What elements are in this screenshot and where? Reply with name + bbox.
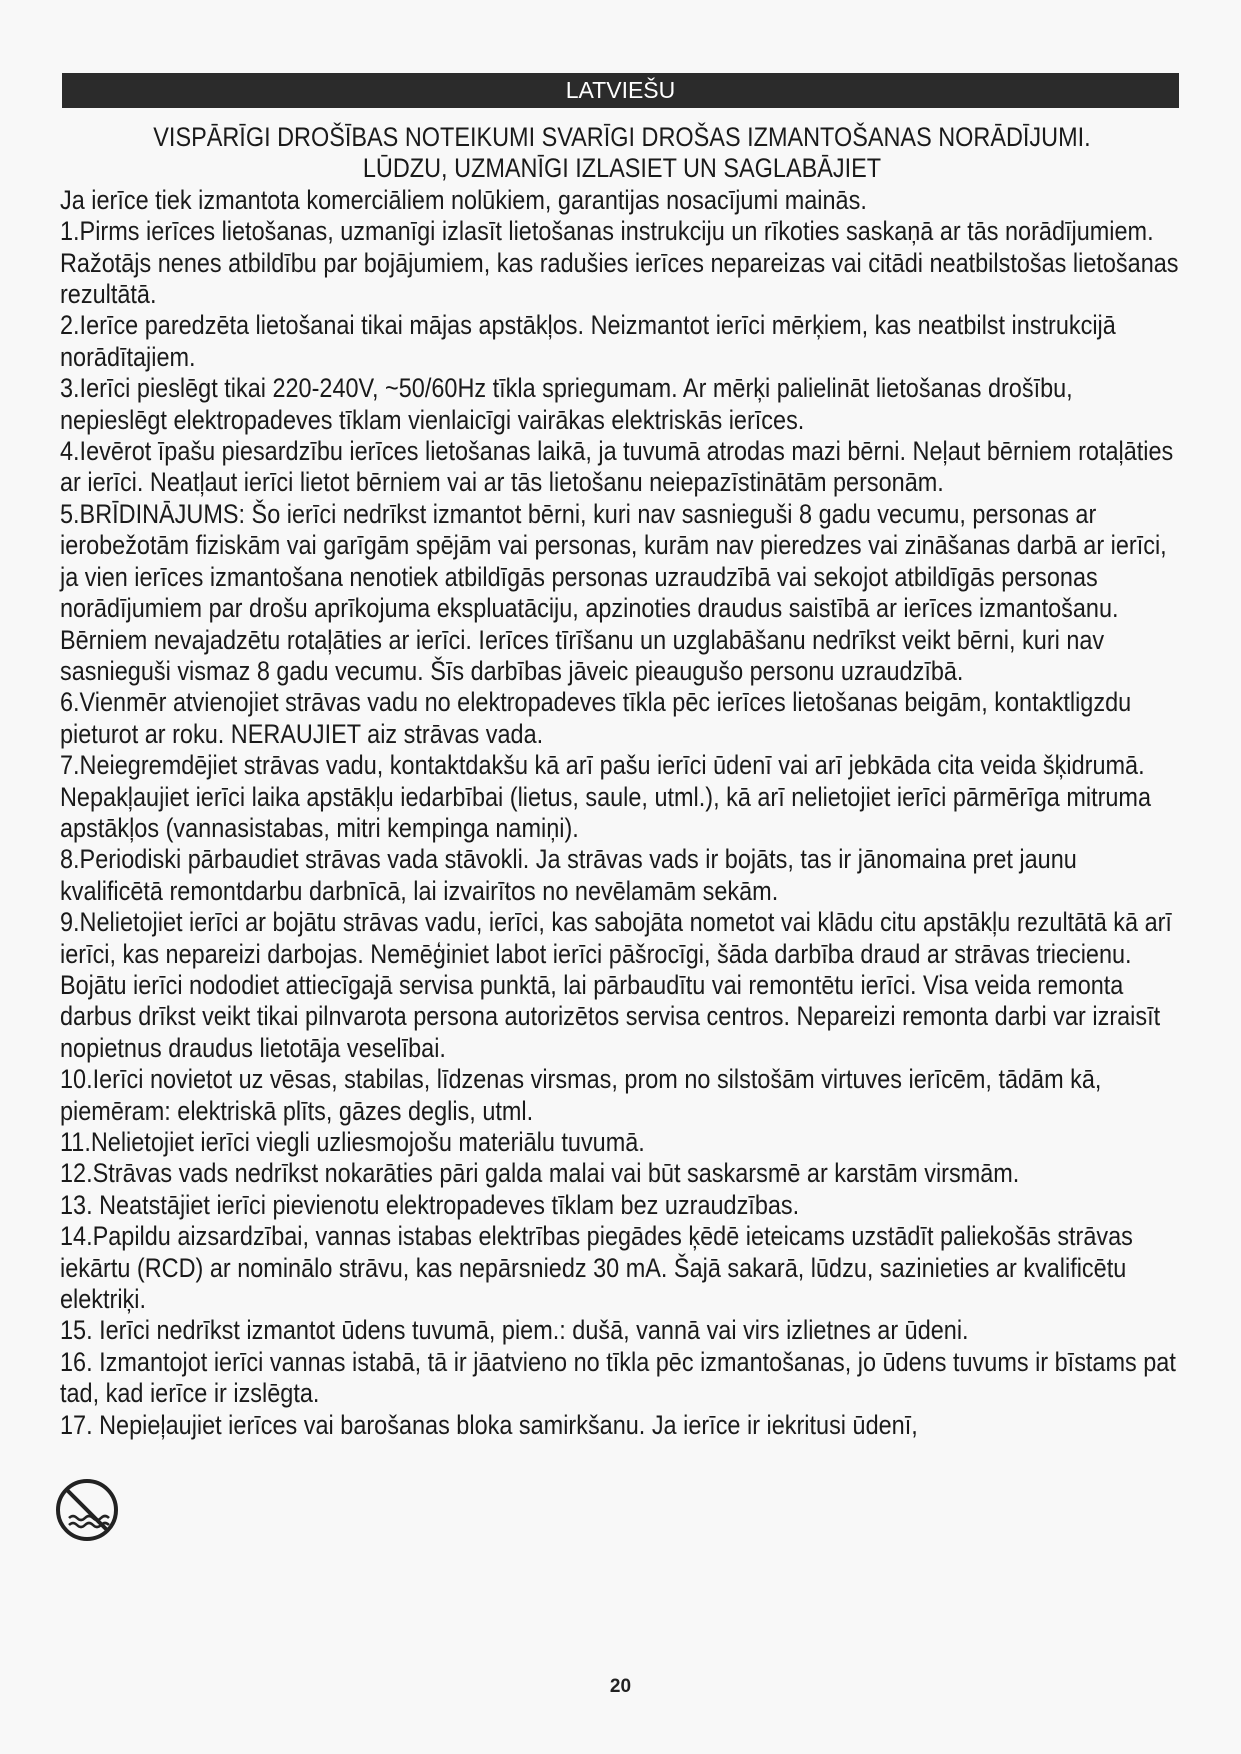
instruction-item-17: 17. Nepieļaujiet ierīces vai barošanas bloka samirkšanu. Ja ierīce ir iekritusi ūdenī, <box>60 1409 918 1440</box>
instruction-item-1: 1.Pirms ierīces lietošanas, uzmanīgi izlasīt lietošanas instrukciju un rīkoties saskaņā ar tās norādījumiem. Ražotājs nenes atbildību par bojājumiem, kas radušies ierīces nepareizas vai citādi neatbilstošas lietošanas rezultātā. <box>60 216 1179 310</box>
instruction-item-14: 14.Papildu aizsardzībai, vannas istabas elektrības piegādes ķēdē ieteicams uzstādīt paliekošās strāvas iekārtu (RCD) ar nominālo strāvu, kas nepārsniedz 30 mA. Šajā sakarā, lūdzu, sazinieties ar kvalificētu elektriķi. <box>60 1221 1133 1315</box>
instruction-item-3: 3.Ierīci pieslēgt tikai 220-240V, ~50/60Hz tīkla spriegumam. Ar mērķi palielināt lietošanas drošību, nepieslēgt elektropadeves tīklam vienlaicīgi vairākas elektriskās ierīces. <box>60 373 1073 435</box>
language-header-bar: LATVIEŠU <box>62 73 1179 108</box>
instruction-item-7: 7.Neiegremdējiet strāvas vadu, kontaktdakšu kā arī pašu ierīci ūdenī vai arī jebkāda cita veida šķidrumā. Nepakļaujiet ierīci laika apstākļu iedarbībai (lietus, saule, utml.), kā arī nelietojiet ierīci pārmērīga mitruma apstākļos (vannasistabas, mitri kempinga namiņi). <box>60 750 1152 843</box>
heading-line-2: LŪDZU, UZMANĪGI IZLASIET UN SAGLABĀJIET <box>362 153 882 184</box>
instruction-item-16: 16. Izmantojot ierīci vannas istabā, tā ir jāatvieno no tīkla pēc izmantošanas, jo ūdens tuvums ir bīstams pat tad, kad ierīce ir izslēgta. <box>60 1346 1176 1409</box>
no-water-use-icon <box>55 1478 119 1542</box>
instruction-item-4: 4.Ievērot īpašu piesardzību ierīces lietošanas laikā, ja tuvumā atrodas mazi bērni. Neļaut bērniem rotaļāties ar ierīci. Neatļaut ierīci lietot bērniem vai ar tās lietošanu neiepazīstinātām personām. <box>60 436 1174 498</box>
instruction-item-6: 6.Vienmēr atvienojiet strāvas vadu no elektropadeves tīkla pēc ierīces lietošanas beigām, kontaktligzdu pieturot ar roku. NERAUJIET aiz strāvas vada. <box>60 687 1132 749</box>
instruction-item-8: 8.Periodiski pārbaudiet strāvas vada stāvokli. Ja strāvas vads ir bojāts, tas ir jānomaina pret jaunu kvalificētā remontdarbu darbnīcā, lai izvairītos no nevēlamām sekām. <box>60 844 1077 906</box>
instruction-item-2: 2.Ierīce paredzēta lietošanai tikai mājas apstākļos. Neizmantot ierīci mērķiem, kas neatbilst instrukcijā norādītajiem. <box>60 310 1116 372</box>
instruction-item-11: 11.Nelietojiet ierīci viegli uzliesmojošu materiālu tuvumā. <box>60 1127 645 1157</box>
instruction-item-13: 13. Neatstājiet ierīci pievienotu elektropadeves tīklam bez uzraudzības. <box>60 1189 800 1220</box>
instruction-item-15: 15. Ierīci nedrīkst izmantot ūdens tuvumā, piem.: dušā, vannā vai virs izlietnes ar ūdeni. <box>60 1315 969 1346</box>
intro-text: Ja ierīce tiek izmantota komerciāliem nolūkiem, garantijas nosacījumi mainās. <box>60 184 867 215</box>
page-number: 20 <box>609 1676 632 1697</box>
instruction-item-12: 12.Strāvas vads nedrīkst nokarāties pāri galda malai vai būt saskarsmē ar karstām virsmām. <box>60 1158 1020 1189</box>
instruction-item-10: 10.Ierīci novietot uz vēsas, stabilas, līdzenas virsmas, prom no silstošām virtuves ierīcēm, tādām kā, piemēram: elektriskā plīts, gāzes deglis, utml. <box>60 1064 1102 1126</box>
instruction-item-9: 9.Nelietojiet ierīci ar bojātu strāvas vadu, ierīci, kas sabojāta nometot vai klādu citu apstākļu rezultātā kā arī ierīci, kas nepareizi darbojas. Nemēģiniet labot ierīci pāšrocīgi, šāda darbība draud ar strāvas triecienu. Bojātu ierīci nododiet attiecīgajā servisa punktā, lai pārbaudītu vai remontētu ierīci. Visa veida remonta darbus drīkst veikt tikai pilnvarota persona autorizētos servisa centros. Nepareizi remonta darbi var izraisīt nopietnus draudus lietotāja veselībai. <box>60 907 1172 1063</box>
instruction-item-5: 5.BRĪDINĀJUMS: Šo ierīci nedrīkst izmantot bērni, kuri nav sasnieguši 8 gadu vecumu, personas ar ierobežotām fiziskām vai garīgām spējām vai personas, kurām nav pieredzes vai zināšanas darbā ar ierīci, ja vien ierīces izmantošana nenotiek atbildīgās personas uzraudzībā vai sekojot atbildīgās personas norādījumiem par drošu aprīkojuma ekspluatāciju, apzinoties draudus saistībā ar ierīces izmantošanu. Bērniem nevajadzētu rotaļāties ar ierīci. Ierīces tīrīšanu un uzglabāšanu nedrīkst veikt bērni, kuri nav sasnieguši vismaz 8 gadu vecumu. Šīs darbības jāveic pieaugušo personu uzraudzībā. <box>60 498 1167 686</box>
heading-line-1: VISPĀRĪGI DROŠĪBAS NOTEIKUMI SVARĪGI DROŠAS IZMANTOŠANAS NORĀDĪJUMI. <box>153 122 1091 152</box>
safety-instructions <box>60 122 1184 1441</box>
